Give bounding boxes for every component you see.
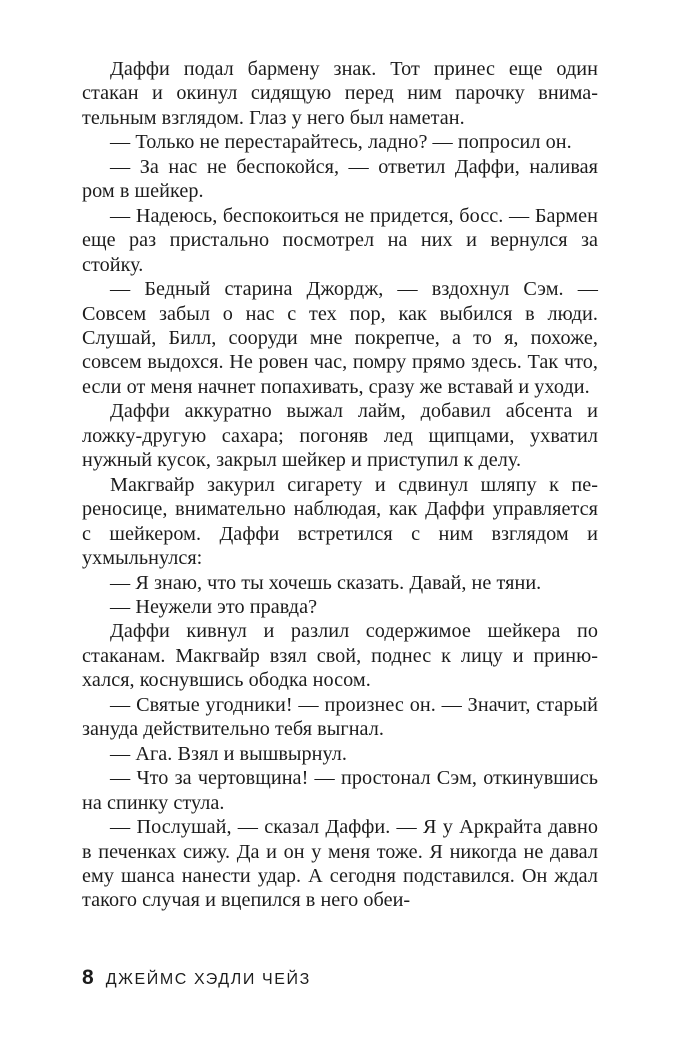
paragraph: Макгвайр закурил сигарету и сдвинул шляпу к переносице, внимательно наблюдая, как Даффи управляется с шейкером. Даффи встретился с ним взглядом и ухмыльнулся: [82, 473, 598, 570]
page-footer [82, 966, 311, 996]
paragraph: Даффи подал бармену знак. Тот принес еще один стакан и окинул сидящую перед ним парочку внимательным взглядом. Глаз у него был наметан. [82, 58, 598, 129]
body-text [82, 57, 598, 913]
paragraph: — Я знаю, что ты хочешь сказать. Давай, не тяни. [110, 571, 542, 594]
paragraph: — Неужели это правда? [110, 595, 318, 618]
paragraph: — За нас не беспокойся, — ответил Даффи, наливая ром в шейкер. [82, 155, 598, 203]
paragraph: — Святые угодники! — произнес он. — Значит, старый зануда действительно тебя выгнал. [82, 693, 598, 741]
paragraph: Даффи кивнул и разлил содержимое шейкера по стаканам. Макгвайр взял свой, поднес к лицу и принюхался, коснувшись ободка носом. [82, 620, 598, 692]
paragraph: — Послушай, — сказал Даффи. — Я у Аркрайта давно в печенках сижу. Да и он у меня тоже. Я никогда не давал ему шанса нанести удар. А сегодня подставился. Он ждал такого случая и вцепился в него обеи- [82, 816, 598, 912]
paragraph: Даффи аккуратно выжал лайм, добавил абсента и ложку-другую сахара; погоняв лед щипцами, ухватил нужный кусок, закрыл шейкер и приступил к делу. [82, 400, 598, 472]
paragraph: — Только не перестарайтесь, ладно? — попросил он. [110, 131, 572, 154]
page-number: 8 [82, 966, 94, 989]
paragraph: — Что за чертовщина! — простонал Сэм, откинувшись на спинку стула. [82, 767, 598, 814]
paragraph: — Ага. Взял и вышвырнул. [110, 742, 348, 765]
running-head-author: ДЖЕЙМС ХЭДЛИ ЧЕЙЗ [105, 971, 311, 988]
paragraph: — Бедный старина Джордж, — вздохнул Сэм. — Совсем забыл о нас с тех пор, как выбился в люди. Слушай, Билл, сооруди мне покрепче, а то я, похоже, совсем выдохся. Не ровен час, помру прямо здесь. Так что, если от меня начнет попахивать, сразу же вставай и уходи. [82, 278, 598, 398]
paragraph: — Надеюсь, беспокоиться не придется, босс. — Бармен еще раз пристально посмотрел на них и вернулся за стойку. [82, 204, 598, 276]
